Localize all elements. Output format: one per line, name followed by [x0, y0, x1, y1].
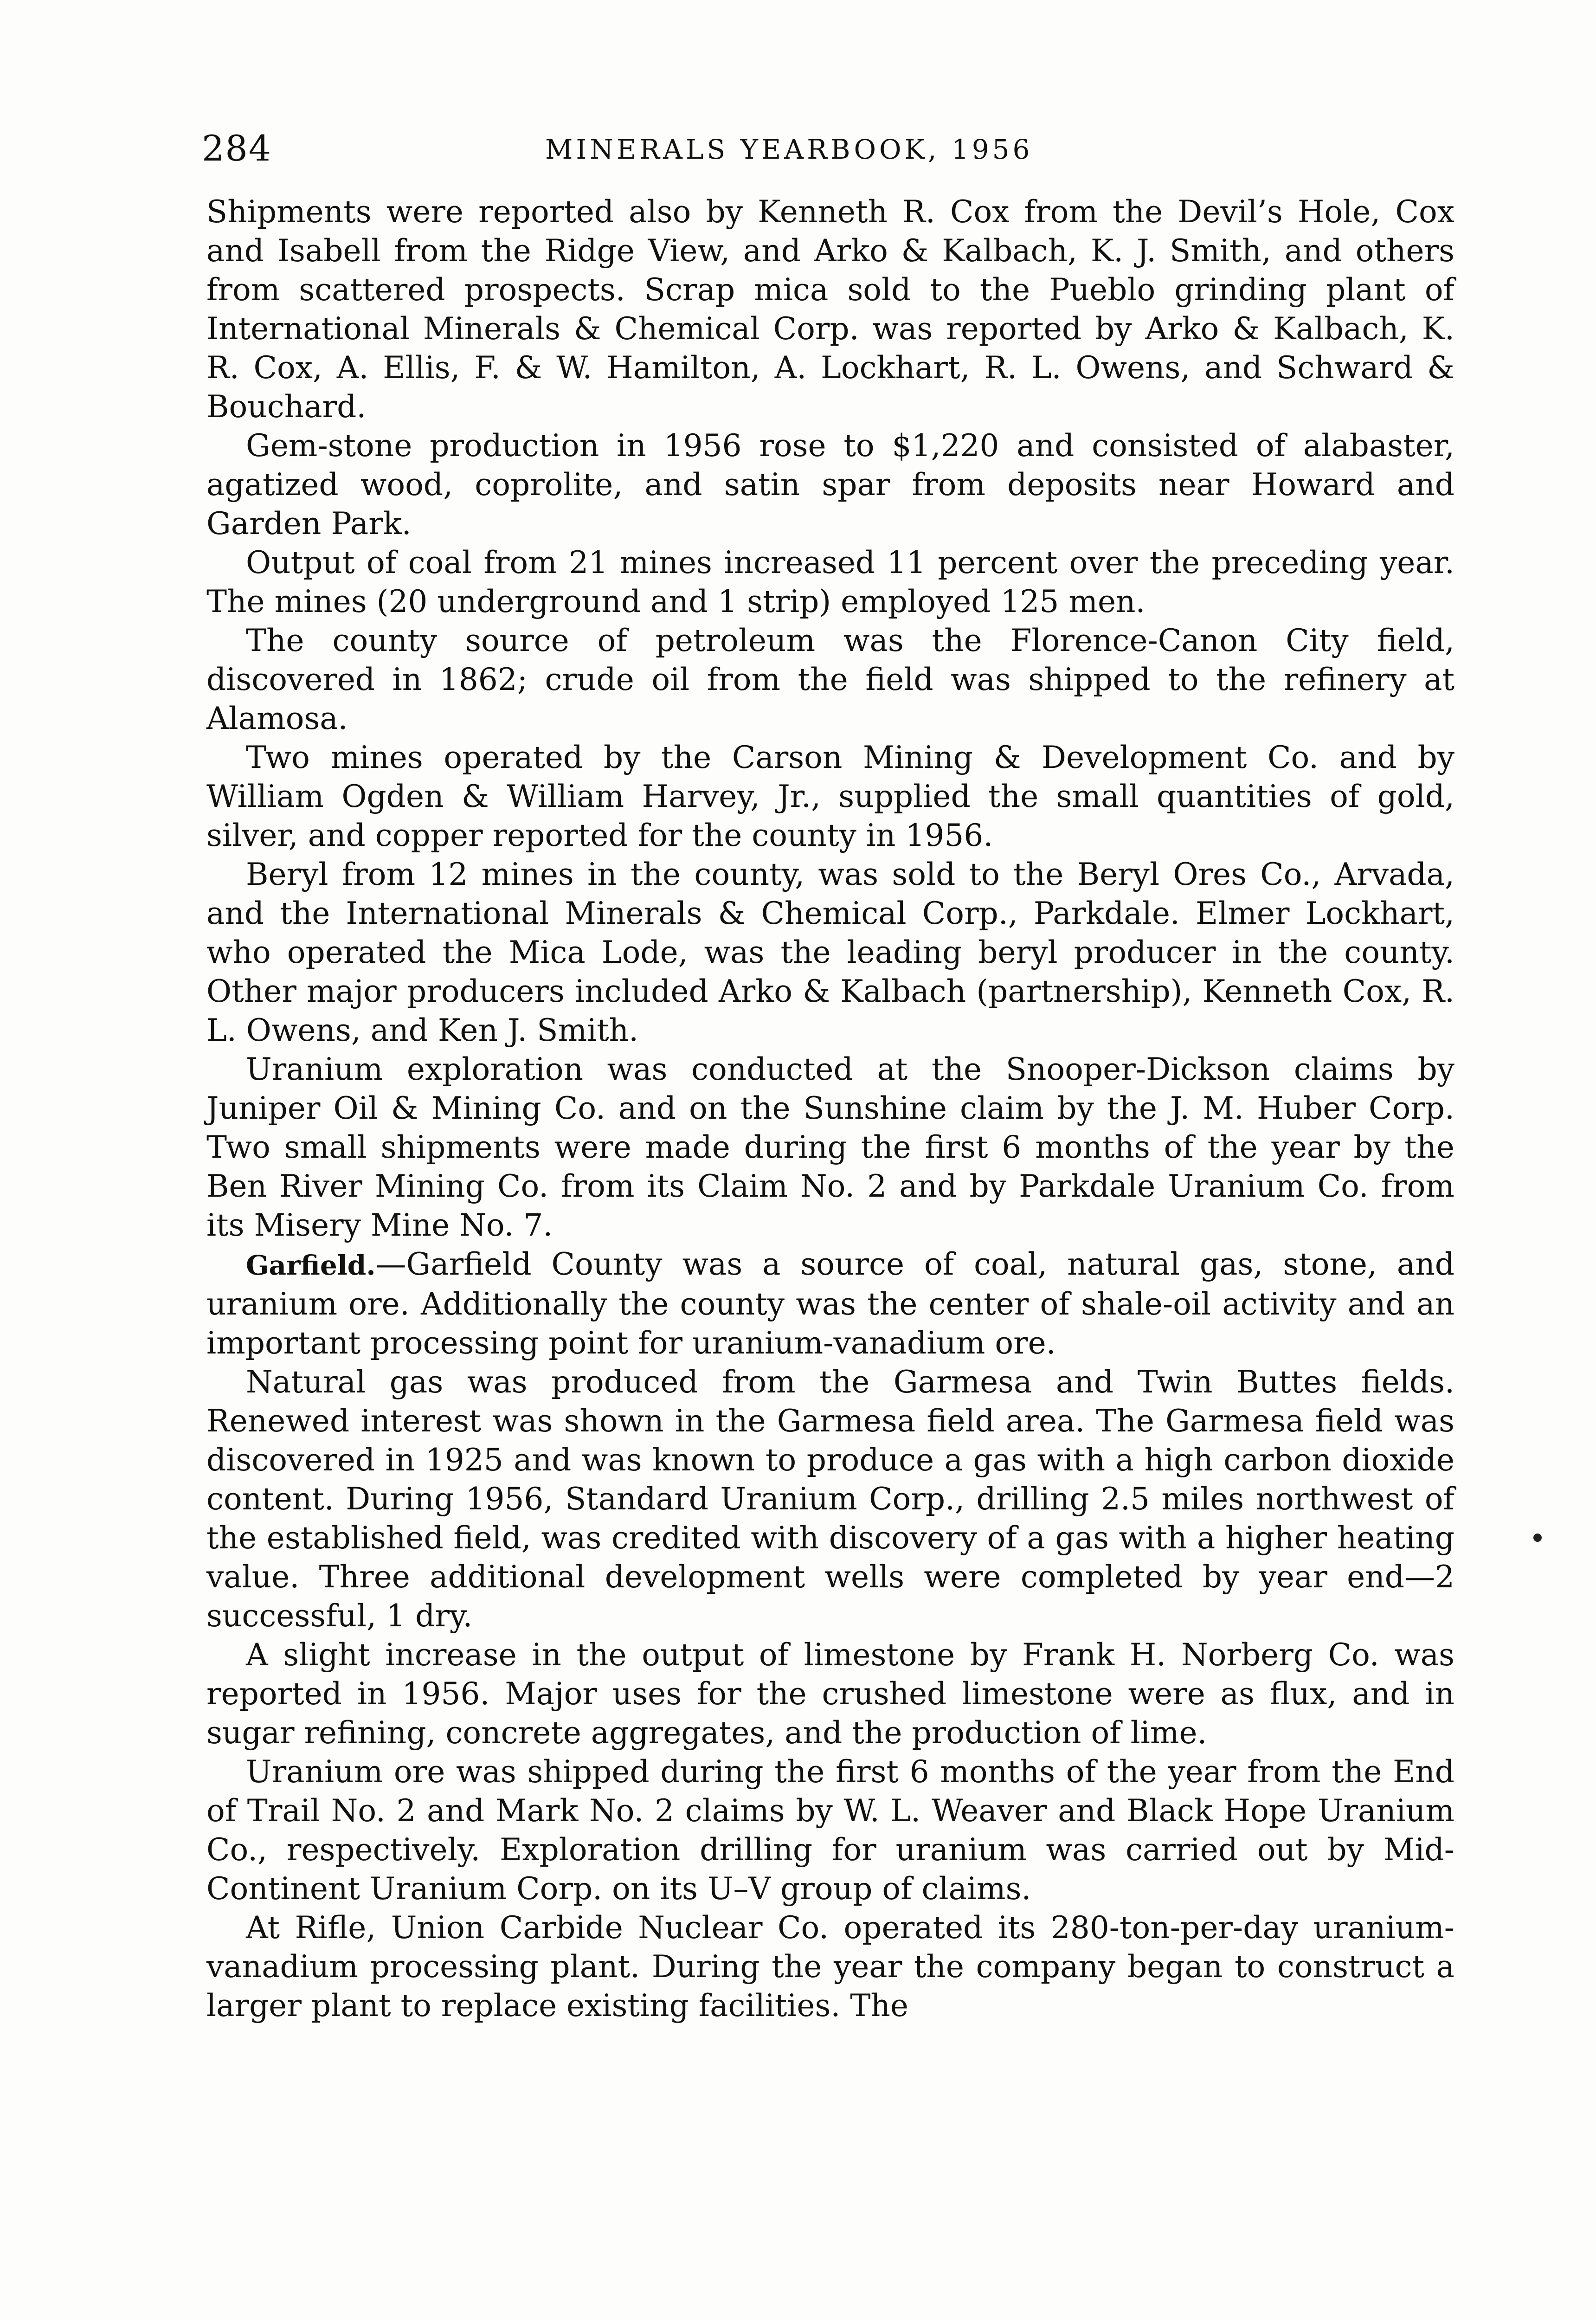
paragraph-coal: Output of coal from 21 mines increased 11 percent over the preceding year. The mines (20 underground and 1 strip) employed 125 men.: [206, 545, 1454, 619]
page-number: 284: [202, 128, 272, 169]
garfield-text: —Garfield County was a source of coal, natural gas, stone, and uranium ore. Additionally the county was the center of shale-oil activity and an important processing point for uranium-vanadium ore.: [206, 1246, 1454, 1361]
paragraph-gold-silver-copper: Two mines operated by the Carson Mining & Development Co. and by William Ogden & William Harvey, Jr., supplied the small quantities of gold, silver, and copper reported for the county in 1956.: [206, 740, 1454, 853]
paragraph-natural-gas: Natural gas was produced from the Garmesa and Twin Buttes fields. Renewed interest was shown in the Garmesa field area. The Garmesa field was discovered in 1925 and was known to produce a gas with a high carbon dioxide content. During 1956, Standard Uranium Corp., drilling 2.5 miles northwest of the established field, was credited with discovery of a gas with a higher heating value. Three additional development wells were completed by year end—2 successful, 1 dry.: [206, 1364, 1454, 1634]
paragraph-shipments: Shipments were reported also by Kenneth R. Cox from the Devil’s Hole, Cox and Isabell from the Ridge View, and Arko & Kalbach, K. J. Smith, and others from scattered prospects. Scrap mica sold to the Pueblo grinding plant of International Minerals & Chemical Corp. was reported by Arko & Kalbach, K. R. Cox, A. Ellis, F. & W. Hamilton, A. Lockhart, R. L. Owens, and Schward & Bouchard.: [206, 194, 1454, 425]
paragraph-uranium-ore: Uranium ore was shipped during the first 6 months of the year from the End of Trail No. 2 and Mark No. 2 claims by W. L. Weaver and Black Hope Uranium Co., respectively. Exploration drilling for uranium was carried out by Mid-Continent Uranium Corp. on its U–V group of claims.: [206, 1754, 1454, 1907]
paragraph-limestone: A slight increase in the output of limestone by Frank H. Norberg Co. was reported in 1956. Major uses for the crushed limestone were as flux, and in sugar refining, concrete aggregates, and the production of lime.: [206, 1637, 1454, 1751]
body-text: [206, 193, 1454, 2025]
running-head: MINERALS YEARBOOK, 1956: [545, 134, 1033, 165]
paragraph-gem-stone: Gem-stone production in 1956 rose to $1,220 and consisted of alabaster, agatized wood, coprolite, and satin spar from deposits near Howard and Garden Park.: [206, 428, 1454, 541]
paragraph-rifle-plant: At Rifle, Union Carbide Nuclear Co. operated its 280-ton-per-day uranium-vanadium processing plant. During the year the company began to construct a larger plant to replace existing facilities. The: [206, 1910, 1454, 2024]
page-header: [202, 125, 1454, 176]
stray-ink-dot: [1533, 1534, 1542, 1542]
paragraph-uranium-exploration: Uranium exploration was conducted at the Snooper-Dickson claims by Juniper Oil & Mining Co. and on the Sunshine claim by the J. M. Huber Corp. Two small shipments were made during the first 6 months of the year by the Ben River Mining Co. from its Claim No. 2 and by Parkdale Uranium Co. from its Misery Mine No. 7.: [206, 1051, 1454, 1243]
paragraph-petroleum: The county source of petroleum was the Florence-Canon City field, discovered in 1862; crude oil from the field was shipped to the refinery at Alamosa.: [206, 623, 1454, 736]
paragraph-garfield: [206, 1245, 1454, 1363]
paragraph-beryl: Beryl from 12 mines in the county, was sold to the Beryl Ores Co., Arvada, and the International Minerals & Chemical Corp., Parkdale. Elmer Lockhart, who operated the Mica Lode, was the leading beryl producer in the county. Other major producers included Arko & Kalbach (partnership), Kenneth Cox, R. L. Owens, and Ken J. Smith.: [206, 857, 1454, 1048]
county-heading: Garfield.: [246, 1250, 376, 1281]
